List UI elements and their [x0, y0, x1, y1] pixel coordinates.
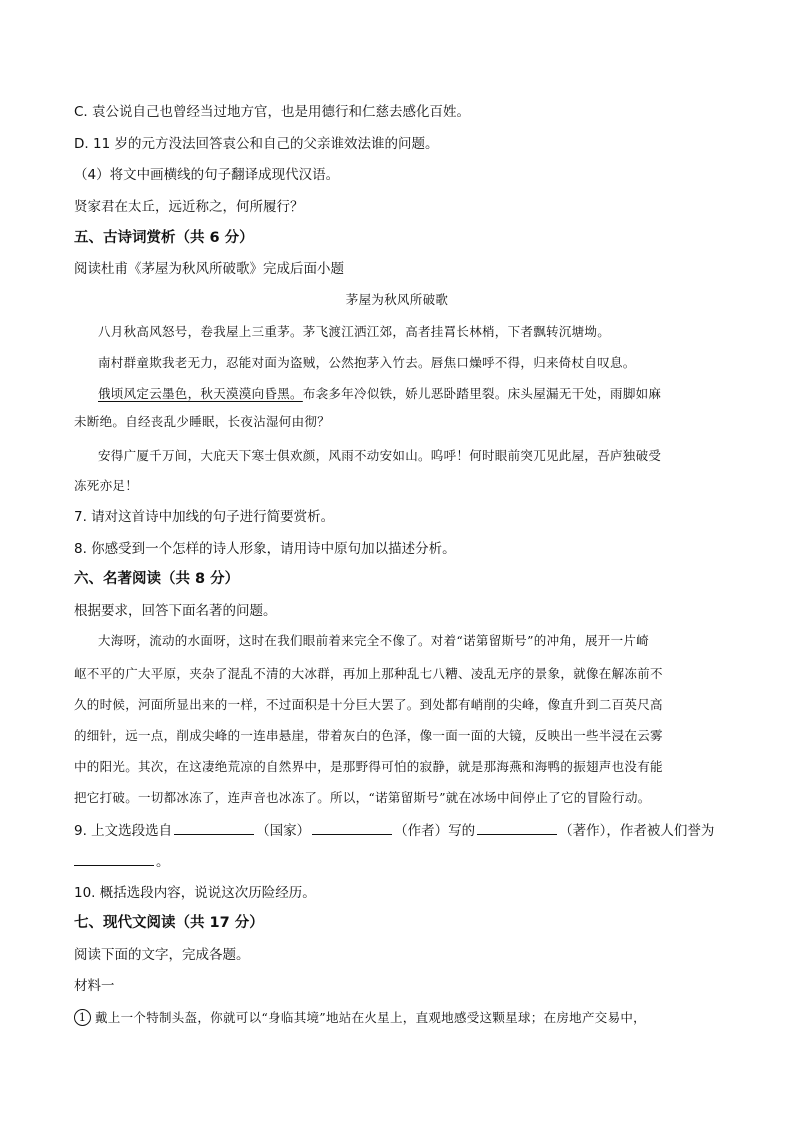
option-d: D. 11 岁的元方没法回答袁公和自己的父亲谁效法谁的问题。 [74, 136, 439, 152]
question-9-text: （国家） [256, 823, 311, 839]
material-text: 戴上一个特制头盔，你就可以“身临其境”地站在火星上，直观地感受这颗星球；在房地产交易中， [95, 1010, 646, 1025]
section-5-intro: 阅读杜甫《茅屋为秋风所破歌》完成后面小题 [74, 261, 344, 277]
question-8: 8. 你感受到一个怎样的诗人形象，请用诗中原句加以描述分析。 [74, 541, 456, 557]
passage-line: 岖不平的广大平原，夹杂了混乱不清的大冰群，再加上那种乱七八糟、凌乱无序的景象，就像在解冻前不 [74, 666, 663, 681]
passage-line: 的细针，远一点，削成尖峰的一连串悬崖，带着灰白的色泽，像一面一面的大镜，反映出一些半浸在云雾 [74, 728, 663, 743]
poem-line [98, 384, 661, 404]
poem-line: 八月秋高风怒号，卷我屋上三重茅。茅飞渡江洒江郊，高者挂罥长林梢，下者飘转沉塘坳。 [98, 324, 611, 339]
passage-line: 久的时候，河面所显出来的一样，不过面积是十分巨大罢了。到处都有峭削的尖峰，像直升到二百英尺高 [74, 697, 663, 712]
question-9-text: （著作），作者被人们誉为 [559, 823, 715, 839]
section-6-intro: 根据要求，回答下面名著的问题。 [74, 603, 277, 619]
poem-line: 南村群童欺我老无力，忍能对面为盗贼，公然抱茅入竹去。唇焦口燥呼不得，归来倚杖自叹息。 [98, 355, 636, 370]
poem-line: 冻死亦足！ [74, 478, 139, 493]
material-paragraph-line [74, 1008, 646, 1028]
question-4-prompt: （4）将文中画横线的句子翻译成现代汉语。 [74, 167, 340, 183]
poem-line-rest: 布衾多年冷似铁，娇儿恶卧踏里裂。床头屋漏无干处，雨脚如麻 [302, 386, 662, 401]
question-10: 10. 概括选段内容，说说这次历险经历。 [74, 885, 316, 901]
poem-line: 未断绝。自经丧乱少睡眠，长夜沾湿何由彻？ [74, 414, 331, 429]
option-c: C. 袁公说自己也曾经当过地方官，也是用德行和仁慈去感化百姓。 [74, 104, 471, 120]
answer-blank-title[interactable] [74, 851, 154, 866]
section-6-heading: 六、名著阅读（共 8 分） [74, 571, 240, 587]
question-9-text: 。 [156, 854, 170, 870]
question-4-sentence: 贤家君在太丘，远近称之，何所履行？ [74, 199, 304, 215]
paragraph-number: 1 [74, 1009, 91, 1026]
question-9-text: （作者）写的 [394, 823, 476, 839]
question-9-text: 9. 上文选段选自 [74, 823, 173, 839]
poem-line: 安得广厦千万间，大庇天下寒士俱欢颜，风雨不动安如山。呜呼！何时眼前突兀见此屋，吾庐独破受 [98, 448, 662, 463]
poem-underlined-line: 俄顷风定云墨色，秋天漠漠向昏黑。 [98, 386, 303, 401]
poem-title: 茅屋为秋风所破歌 [345, 292, 449, 307]
material-label: 材料一 [74, 978, 115, 994]
answer-blank-author[interactable] [312, 820, 392, 835]
answer-blank-country-source[interactable] [174, 820, 254, 835]
question-9 [74, 820, 714, 841]
section-5-heading: 五、古诗词赏析（共 6 分） [74, 230, 254, 246]
section-7-intro: 阅读下面的文字，完成各题。 [74, 947, 250, 963]
passage-line: 把它打破。一切都冰冻了，连声音也冰冻了。所以，“诺第留斯号”就在冰场中间停止了它的冒险行动。 [74, 790, 651, 805]
answer-blank-work[interactable] [477, 820, 557, 835]
question-7: 7. 请对这首诗中加线的句子进行简要赏析。 [74, 509, 335, 525]
section-7-heading: 七、现代文阅读（共 17 分） [74, 915, 264, 931]
passage-line: 中的阳光。其次，在这凄绝荒凉的自然界中，是那野得可怕的寂静，就是那海燕和海鸭的振翅声也没有能 [74, 759, 663, 774]
question-9-continued [74, 851, 170, 872]
passage-line: 大海呀，流动的水面呀，这时在我们眼前着来完全不像了。对着“诺第留斯号”的冲角，展开一片崎 [98, 633, 649, 648]
